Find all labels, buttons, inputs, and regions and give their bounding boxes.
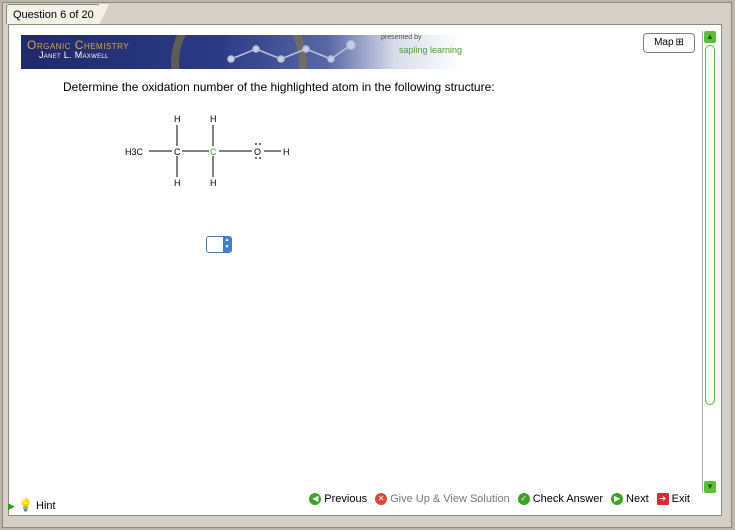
next-button[interactable] [611,493,649,505]
check-answer-button[interactable] [518,493,603,505]
question-prompt: Determine the oxidation number of the highlighted atom in the following structure: [63,80,495,94]
atom-h-bottom-1: H [174,178,181,188]
scroll-thumb[interactable] [705,45,715,405]
next-label: Next [626,493,649,505]
next-arrow-icon: ▶ [611,493,623,505]
scroll-up-arrow-icon[interactable]: ▲ [704,31,716,43]
bottom-toolbar [8,494,720,514]
previous-label: Previous [324,493,368,505]
chemical-structure [119,113,319,193]
give-up-x-icon: ✕ [375,493,387,505]
atom-h3c: H3C [125,147,144,157]
previous-arrow-icon: ◀ [309,493,321,505]
sapling-learning-logo [399,45,462,55]
dropdown-stepper-icon: ▲ ▼ [224,237,230,250]
navigation-actions [309,490,690,508]
hint-button[interactable] [8,498,56,512]
atom-carbon-1: C [174,147,181,157]
presented-by-label: presented by [381,34,422,41]
previous-button[interactable] [309,493,367,505]
scroll-down-arrow-icon[interactable]: ▼ [704,481,716,493]
oxidation-number-dropdown[interactable] [206,236,232,253]
atom-h-hydroxyl: H [283,147,290,157]
give-up-button[interactable] [375,493,510,505]
tab-question-number[interactable]: Question 6 of 20 [6,4,100,24]
map-button[interactable] [643,33,695,53]
exit-label: Exit [671,493,690,505]
lightbulb-icon: 💡 [17,498,33,512]
molecule-graphic [221,37,361,67]
atom-h-top-2: H [210,114,217,124]
atom-carbon-highlighted: C [210,147,217,157]
atom-h-bottom-2: H [210,178,217,188]
question-panel [8,24,722,516]
exit-button[interactable] [657,493,690,505]
hint-label: Hint [36,500,56,512]
sitemap-icon: ⊞ [675,37,684,48]
atom-oxygen: O [254,147,262,157]
banner-author: Janet L. Maxwell [39,50,109,60]
exit-door-icon: ➔ [657,493,669,505]
check-answer-label: Check Answer [532,493,604,505]
check-icon: ✓ [518,493,530,505]
atom-h-top-1: H [174,114,181,124]
vertical-scrollbar[interactable] [702,31,717,493]
map-button-label: Map [654,37,674,48]
expand-triangle-icon: ▶ [8,501,15,511]
give-up-label: Give Up & View Solution [390,493,510,505]
banner-title: Organic Chemistry [27,38,130,52]
sapling-brand-text: sapling learning [399,45,463,55]
